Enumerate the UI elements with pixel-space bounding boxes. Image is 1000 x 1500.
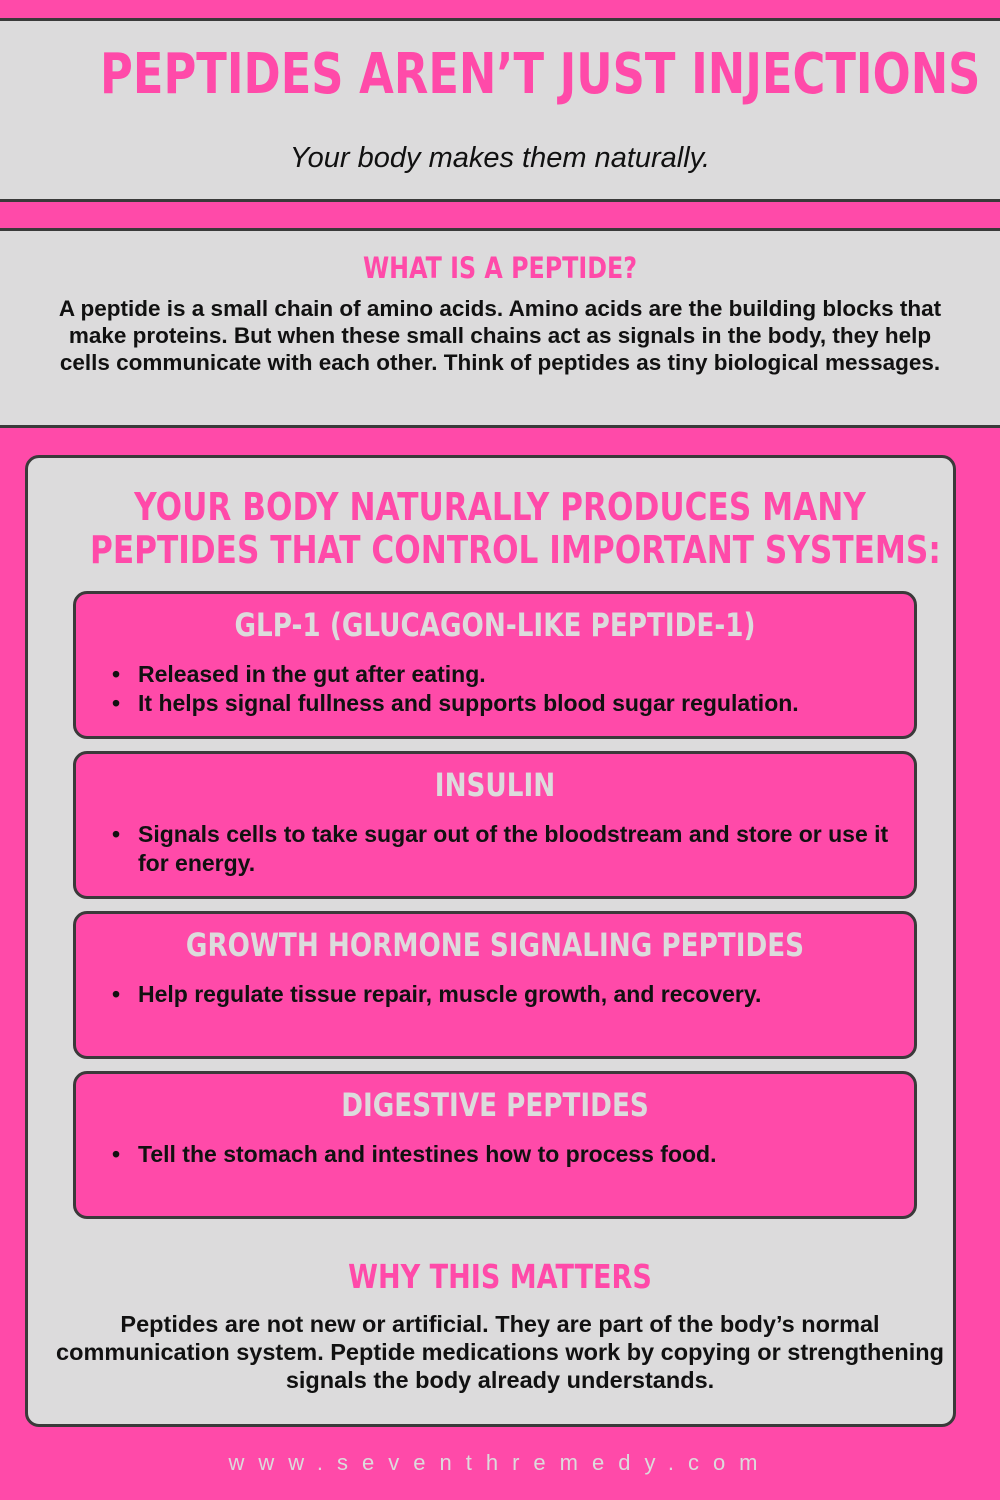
card-title: GLP-1 (GLUCAGON-LIKE PEPTIDE-1): [234, 606, 756, 644]
card-bullet-list: [104, 660, 904, 718]
why-text: Peptides are not new or artificial. They are part of the body’s normal communication system. Peptide medications work by copying or strengthening signals the body already understands.: [56, 1311, 944, 1393]
list-item: [104, 660, 904, 689]
card-title: GROWTH HORMONE SIGNALING PEPTIDES: [185, 926, 805, 964]
bullet-text: It helps signal fullness and supports blood sugar regulation.: [138, 690, 799, 716]
card-bullet-list: [104, 820, 904, 878]
card-bullet-list: [104, 1140, 904, 1169]
what-is-peptide-text: A peptide is a small chain of amino acids. Amino acids are the building blocks that make proteins. But when these small chains act as signals in the body, they help cells communicate with each other. Think of peptides as tiny biological messages.: [58, 296, 942, 375]
what-is-peptide-heading: WHAT IS A PEPTIDE?: [362, 251, 638, 285]
page-title: PEPTIDES AREN’T JUST INJECTIONS: [100, 42, 981, 107]
bullet-text: Signals cells to take sugar out of the bloodstream and store or use it for energy.: [138, 821, 889, 876]
card-bullet-list: [104, 980, 904, 1009]
bullet-icon: •: [112, 821, 121, 847]
list-item: [104, 820, 904, 878]
bullet-text: Tell the stomach and intestines how to process food.: [138, 1141, 717, 1167]
footer-url: www.seventhremedy.com: [228, 1450, 772, 1475]
card-digestive: [73, 1071, 917, 1219]
why-heading: WHY THIS MATTERS: [348, 1257, 652, 1296]
card-title: DIGESTIVE PEPTIDES: [341, 1086, 649, 1124]
card-growth-hormone: [73, 911, 917, 1059]
systems-heading: [90, 485, 941, 572]
bullet-icon: •: [112, 690, 121, 716]
card-title: INSULIN: [434, 766, 556, 804]
list-item: [104, 1140, 904, 1169]
list-item: [104, 689, 904, 718]
systems-heading-line2: PEPTIDES THAT CONTROL IMPORTANT SYSTEMS:: [90, 528, 941, 572]
bullet-text: Released in the gut after eating.: [138, 661, 486, 687]
page-subtitle: Your body makes them naturally.: [289, 142, 711, 174]
card-glp1: [73, 591, 917, 739]
bullet-icon: •: [112, 661, 121, 687]
bullet-text: Help regulate tissue repair, muscle growth, and recovery.: [138, 981, 762, 1007]
bullet-icon: •: [112, 981, 121, 1007]
bullet-icon: •: [112, 1141, 121, 1167]
list-item: [104, 980, 904, 1009]
systems-heading-line1: YOUR BODY NATURALLY PRODUCES MANY: [134, 485, 866, 529]
card-insulin: [73, 751, 917, 899]
